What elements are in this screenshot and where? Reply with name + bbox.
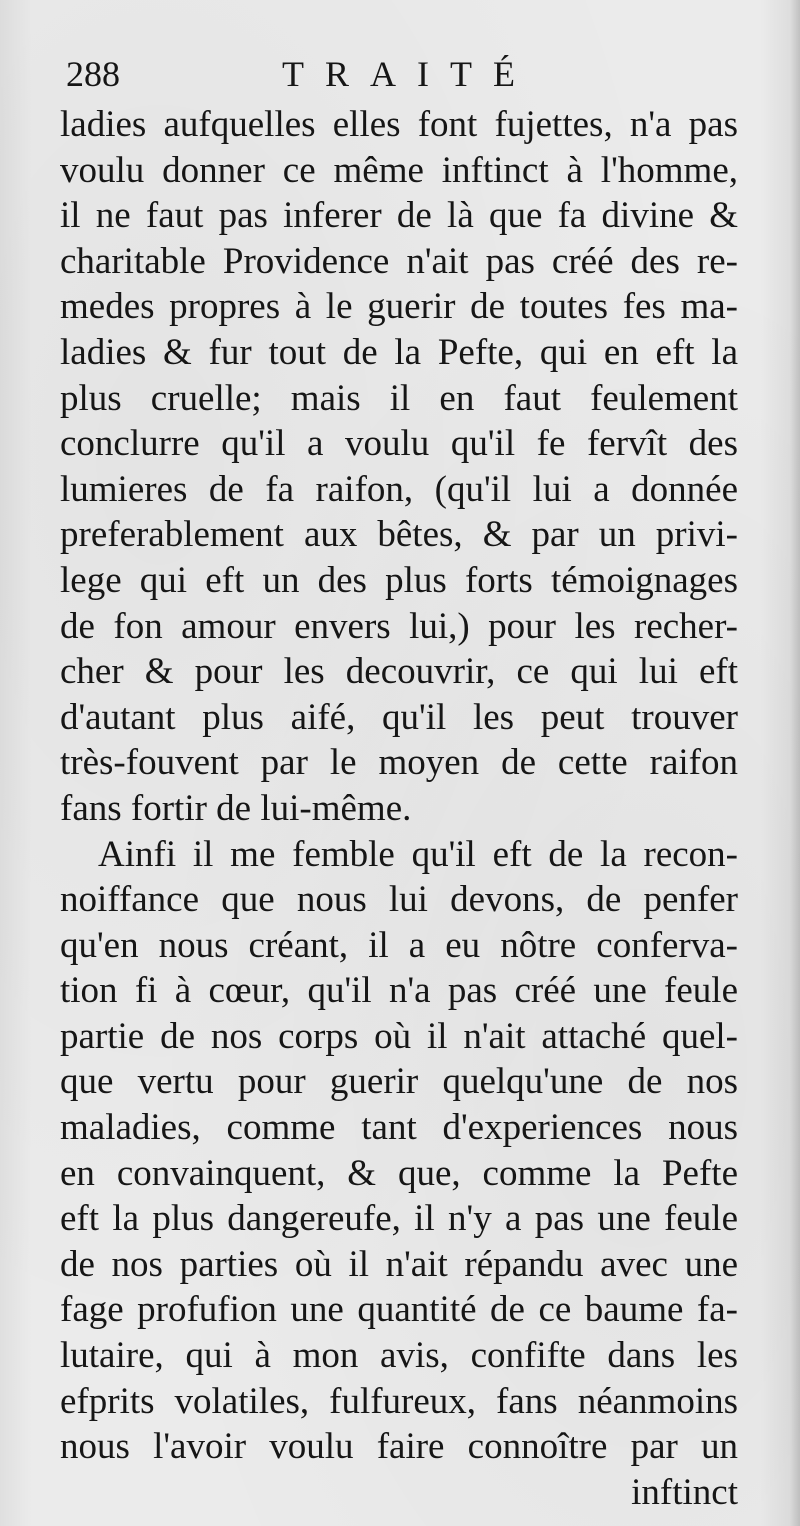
- text-line: très-fouvent par le moyen de cette raifon: [60, 742, 738, 784]
- text-line: tion fi à cœur, qu'il n'a pas créé une feule: [60, 970, 738, 1012]
- text-line: nous l'avoir voulu faire connoître par un: [60, 1426, 738, 1468]
- text-line: fage profufion une quantité de ce baume fa-: [60, 1289, 738, 1331]
- text-line: plus cruelle; mais il en faut feulement: [60, 377, 738, 419]
- catchword: inftinct: [631, 1471, 738, 1513]
- text-line: de nos parties où il n'ait répandu avec une: [60, 1243, 738, 1285]
- text-line: lutaire, qui à mon avis, confifte dans les: [60, 1335, 738, 1377]
- text-line: lumieres de fa raifon, (qu'il lui a donnée: [60, 468, 738, 510]
- text-line: conclurre qu'il a voulu qu'il fe fervît des: [60, 423, 738, 465]
- text-line: il ne faut pas inferer de là que fa divine &: [60, 195, 738, 237]
- text-line: noiffance que nous lui devons, de penfer: [60, 879, 738, 921]
- text-line: de fon amour envers lui,) pour les recher-: [60, 605, 738, 647]
- text-line: eft la plus dangereufe, il n'y a pas une feule: [60, 1198, 738, 1240]
- text-line: preferablement aux bêtes, & par un privi-: [60, 514, 738, 556]
- running-head: TRAITÉ: [282, 54, 536, 94]
- text-line: voulu donner ce même inftinct à l'homme,: [60, 149, 738, 191]
- text-line-paragraph-start: Ainfi il me femble qu'il eft de la recon-: [98, 833, 738, 875]
- text-line: ladies & fur tout de la Pefte, qui en eft la: [60, 331, 738, 373]
- text-line: ladies aufquelles elles font fujettes, n'a pas: [60, 104, 738, 145]
- text-line: que vertu pour guerir quelqu'une de nos: [60, 1061, 738, 1103]
- text-line: en convainquent, & que, comme la Pefte: [60, 1152, 738, 1194]
- text-line-paragraph-end: fans fortir de lui-même.: [60, 787, 412, 829]
- text-line: lege qui eft un des plus forts témoignages: [60, 559, 738, 601]
- text-line: qu'en nous créant, il a eu nôtre conferva-: [60, 924, 738, 966]
- text-line: charitable Providence n'ait pas créé des re-: [60, 240, 738, 282]
- body-text: [60, 102, 738, 1515]
- text-line: cher & pour les decouvrir, ce qui lui eft: [60, 651, 738, 693]
- text-line: medes propres à le guerir de toutes fes ma-: [60, 286, 738, 328]
- page-number: 288: [66, 54, 120, 94]
- text-line: efprits volatiles, fulfureux, fans néanmoins: [60, 1380, 738, 1422]
- text-line: partie de nos corps où il n'ait attaché quel-: [60, 1015, 738, 1057]
- page-header: [0, 50, 800, 98]
- text-line: d'autant plus aifé, qu'il les peut trouver: [60, 696, 738, 738]
- text-line: maladies, comme tant d'experiences nous: [60, 1107, 738, 1149]
